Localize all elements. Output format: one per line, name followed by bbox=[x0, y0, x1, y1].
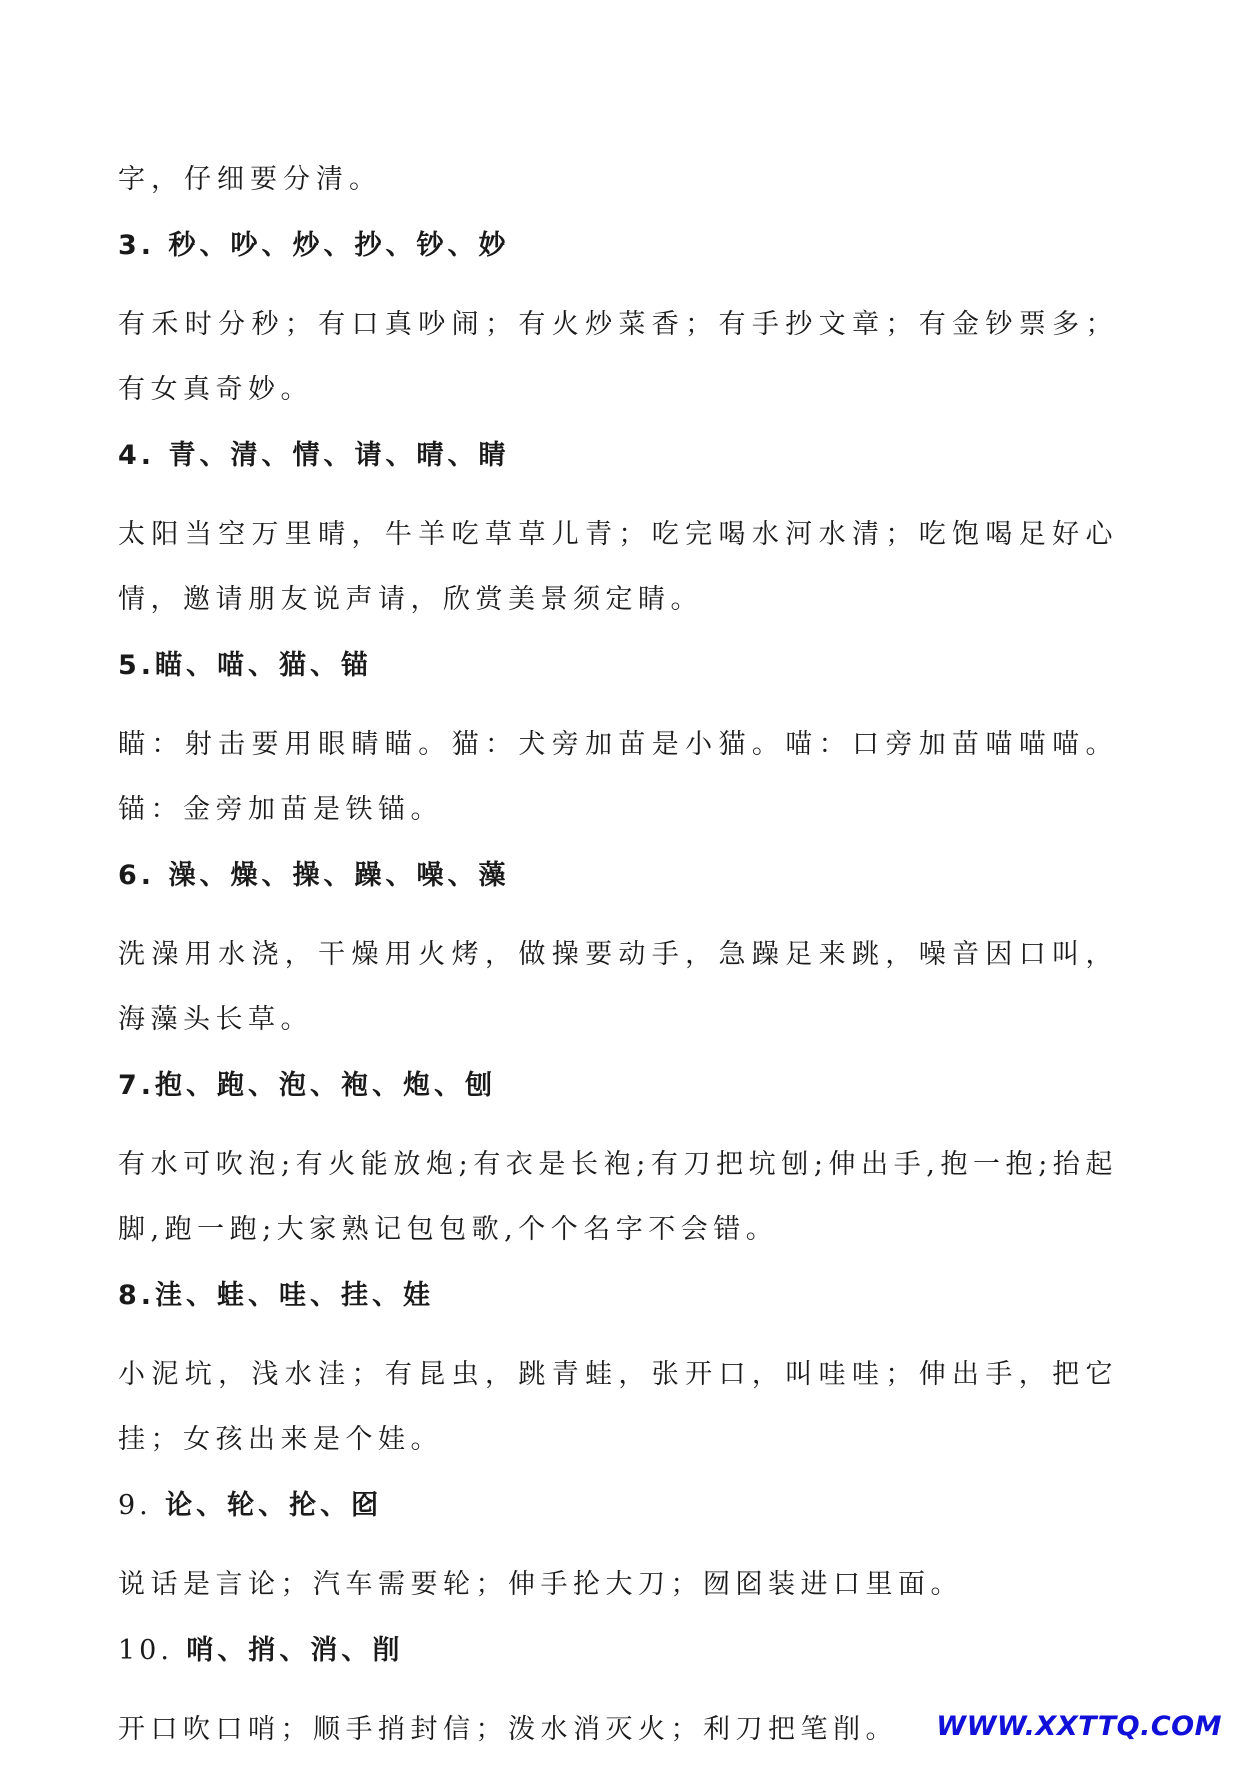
section-5 bbox=[118, 646, 1118, 842]
section-title: 瞄、喵、猫、锚 bbox=[155, 650, 373, 681]
section-text: 洗澡用水浇，干燥用火烤，做操要动手，急躁足来跳，噪音因口叫，海藻头长草。 bbox=[118, 939, 1118, 1035]
section-text: 有禾时分秒；有口真吵闹；有火炒菜香；有手抄文章；有金钞票多；有女真奇妙。 bbox=[118, 309, 1118, 405]
section-8 bbox=[118, 1276, 1118, 1472]
section-heading bbox=[118, 1486, 1118, 1526]
section-heading bbox=[118, 1276, 1118, 1316]
section-title: 洼、蛙、哇、挂、娃 bbox=[155, 1280, 435, 1311]
section-text: 瞄：射击要用眼睛瞄。猫：犬旁加苗是小猫。喵：口旁加苗喵喵喵。锚：金旁加苗是铁锚。 bbox=[118, 729, 1118, 825]
section-number: 10. bbox=[118, 1635, 173, 1666]
section-3 bbox=[118, 226, 1118, 422]
section-title: 澡、燥、操、躁、噪、藻 bbox=[168, 860, 510, 891]
section-heading bbox=[118, 1631, 1118, 1671]
section-6 bbox=[118, 856, 1118, 1052]
section-number: 7. bbox=[118, 1070, 156, 1101]
section-9 bbox=[118, 1486, 1118, 1617]
section-number: 8. bbox=[118, 1280, 156, 1311]
character-sections bbox=[118, 226, 1118, 1776]
section-title: 抱、跑、泡、袍、炮、刨 bbox=[155, 1070, 497, 1101]
section-number: 6. bbox=[118, 860, 156, 891]
section-title: 秒、吵、炒、抄、钞、妙 bbox=[168, 230, 510, 261]
section-heading bbox=[118, 436, 1118, 476]
section-text: 太阳当空万里晴，牛羊吃草草儿青；吃完喝水河水清；吃饱喝足好心情，邀请朋友说声请，欣赏美景须定睛。 bbox=[118, 519, 1118, 615]
section-4 bbox=[118, 436, 1118, 632]
section-10 bbox=[118, 1631, 1118, 1762]
section-number: 9. bbox=[118, 1490, 152, 1521]
section-heading bbox=[118, 1066, 1118, 1106]
section-number: 4. bbox=[118, 440, 156, 471]
section-text: 开口吹口哨；顺手捎封信；泼水消灭火；利刀把笔削。 bbox=[118, 1714, 898, 1745]
continued-text: 字，仔细要分清。 bbox=[118, 164, 382, 195]
section-heading bbox=[118, 226, 1118, 266]
section-number: 3. bbox=[118, 230, 156, 261]
section-number: 5. bbox=[118, 650, 156, 681]
site-watermark: WWW.XXTTQ.COM bbox=[936, 1711, 1222, 1742]
section-heading bbox=[118, 856, 1118, 896]
section-heading bbox=[118, 646, 1118, 686]
section-text: 小泥坑，浅水洼；有昆虫，跳青蛙，张开口，叫哇哇；伸出手，把它挂；女孩出来是个娃。 bbox=[118, 1359, 1118, 1455]
section-title: 哨、捎、消、削 bbox=[186, 1635, 404, 1666]
section-title: 论、轮、抡、囵 bbox=[165, 1490, 383, 1521]
section-text: 说话是言论；汽车需要轮；伸手抡大刀；囫囵装进口里面。 bbox=[118, 1569, 963, 1600]
section-7 bbox=[118, 1066, 1118, 1262]
section-title: 青、清、情、请、晴、睛 bbox=[168, 440, 510, 471]
section-text: 有水可吹泡;有火能放炮;有衣是长袍;有刀把坑刨;伸出手,抱一抱;抬起脚,跑一跑;大家熟记包包歌,个个名字不会错。 bbox=[118, 1149, 1118, 1245]
